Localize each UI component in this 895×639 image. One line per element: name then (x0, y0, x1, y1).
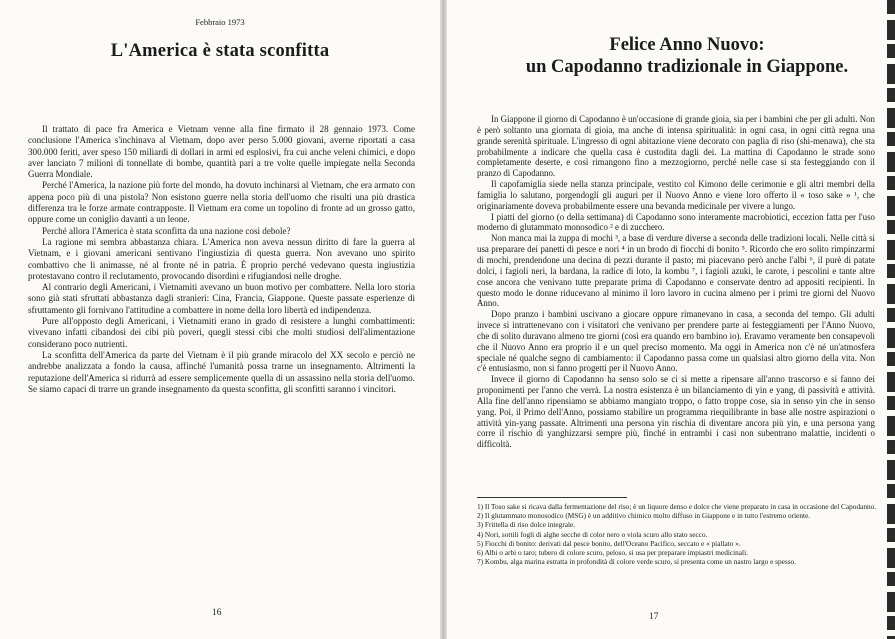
page-edge-marks (887, 0, 895, 639)
page-number-left: 16 (212, 608, 222, 618)
book-gutter (440, 0, 447, 639)
paragraph: Invece il giorno di Capodanno ha senso solo se ci si mette a ripensare all'anno trascorso e si fanno dei proponimenti per l'anno che verrà. La nostra esistenza è un bilanciamento di yin e yang, di passività e attività. Alla fine dell'anno ripensiamo se abbiamo mangiato troppo, o fatto troppe cose, sia in senso yin che in senso yang. Poi, il Primo dell'Anno, possiamo stabilire un programma riequilibrante in base alle nostre aspirazioni o attività yin-yang passate. Altrimenti una persona yin rischia di diventare ancora più yin, e una persona yang corre il rischio di yanghizzarsi sempre più, finché in entrambi i casi non subentrano malattie, incidenti o difficoltà. (477, 374, 875, 450)
paragraph: Pure all'opposto degli Americani, i Vietnamiti erano in grado di resistere a lunghi combattimenti: vivevano infatti cibandosi dei cibi più poveri, quegli stessi cibi che molti studiosi dell'alimentazione considerano poco nutrienti. (28, 316, 415, 349)
paragraph: Il capofamiglia siede nella stanza principale, vestito col Kimono delle cerimonie e gli altri membri della famiglia lo salutano, porgendogli gli auguri per il Nuovo Anno e viene loro offerto il « toso sake » ¹, che originariamente doveva probabilmente essere una bevanda medicinale per vivere a lungo. (477, 179, 875, 211)
article-body-left (28, 124, 415, 395)
footnote: 4) Nori, sottili fogli di alghe secche di color nero o viola scuro allo stato secco. (477, 529, 708, 539)
paragraph: La sconfitta dell'America da parte del Vietnam è il più grande miracolo del XX secolo e perciò ne andrebbe analizzata a fondo la causa, affinché l'umanità possa trarne un insegnamento. Altrimenti la reputazione dell'America si ridurrà ad essere semplicemente quella di un assassino nella storia dell'uomo. Se siamo capaci di trarre un grande insegnamento da questa sconfitta, gli sconfitti saranno i vincitori. (28, 349, 415, 394)
footnotes (477, 502, 877, 566)
paragraph: Il trattato di pace fra America e Vietnam venne alla fine firmato il 28 gennaio 1973. Come conclusione l'America s'inchinava al Vietnam, dopo aver perso 5.000 giovani, averne riportati a casa 300.000 feriti, aver speso 150 miliardi di dollari in armi ed esplosivi, fra cui anche veleni chimici, e dopo aver lanciato 7 milioni di tonnellate di bombe, quantità pari a tre volte quelle impiegate nella Seconda Guerra Mondiale. (28, 124, 415, 180)
paragraph: In Giappone il giorno di Capodanno è un'occasione di grande gioia, sia per i bambini che per gli adulti. Non è però soltanto una giornata di gioia, ma anche di intensa spiritualità: in ogni casa, in ogni città regna una grande serenità spirituale. L'ingresso di ogni abitazione viene decorato con paglia di riso (shi-menawa), che sta probabilmente a indicare che quella casa è custodita dagli dei. La mattina di Capodanno le strade sono completamente deserte, e così rimangono fino a mezzogiorno, perché nelle case si sta festeggiando con il pranzo di Capodanno. (477, 114, 875, 179)
paragraph: Perché l'America, la nazione più forte del mondo, ha dovuto inchinarsi al Vietnam, che era armato con appena poco più di una pistola? Non esistono guerre nella storia dell'uomo che risulti una più drastica differenza tra le forze armate contrapposte. Il Vietnam era come un topolino di fronte ad un grosso gatto, oppure come un coniglio davanti a un leone. (28, 180, 415, 225)
footnote-divider (477, 497, 627, 498)
paragraph: Dopo pranzo i bambini uscivano a giocare oppure rimanevano in casa, a seconda del tempo. Gli adulti invece si intrattenevano con i visitatori che venivano per prendere parte ai festeggiamenti per l'Anno Nuovo, che di solito duravano almeno tre giorni (così era quando ero bambino io). Eravamo veramente ben consapevoli che il Nuovo Anno era proprio il e un quel preciso momento. Ma oggi in America non c'è né un'atmosfera speciale né qualche segno di cambiamento: il Capodanno passa come un qualsiasi altro giorno della vita. Non c'è entusiasmo, non si fanno progetti per il Nuovo Anno. (477, 309, 875, 374)
paragraph: Al contrario degli Americani, i Vietnamiti avevano un buon motivo per combattere. Nella loro storia sono già stati sfruttati abbastanza dagli stranieri: Cina, Francia, Giappone. Queste passate esperienze di sfruttamento gli fornivano l'attitudine a combattere in nome della loro libertà ed indipendenza. (28, 282, 415, 315)
article-body-right (477, 114, 875, 450)
article-title-right (487, 34, 887, 78)
article-title-left: L'America è stata sconfitta (110, 41, 330, 61)
footnote: 1) Il Toso sake si ricava dalla fermentazione del riso; è un liquore denso e dolce che viene preparato in casa in occasione del Capodanno. (477, 502, 877, 511)
page-date: Febbraio 1973 (195, 17, 245, 27)
footnote: 6) Albi o arbi o taro; tubero di colore scuro, peloso, si usa per preparare impiastri medicinali. (477, 548, 748, 558)
paragraph: La ragione mi sembra abbastanza chiara. L'America non aveva nessun diritto di fare la guerra al Vietnam, e i giovani americani sentivano l'ingiustizia di questa guerra. Non avevano uno spirito combattivo che li animasse, né al fronte né in patria. È proprio perché vedevano questa ingiustizia protestavano contro il reclutamento, provocando disordini e rifugiandosi nelle droghe. (28, 236, 415, 281)
footnote: 5) Fiocchi di bonito: derivati dal pesce bonito, dell'Oceano Pacifico, seccato e « piallato ». (477, 538, 741, 548)
footnote: 3) Frittella di riso dolce integrale. (477, 520, 576, 530)
title-line-2: un Capodanno tradizionale in Giappone. (525, 57, 849, 77)
footnote: 7) Kombu, alga marina estratta in profondità di colore verde scuro, si presenta come un nastro largo e spesso. (477, 557, 797, 567)
paragraph: Non manca mai la zuppa di mochi ³, a base di verdure diverse a seconda delle tradizioni locali. Nelle città si usa preparare dei panetti di pesce e nori ⁴ in un brodo di fiocchi di bonito ⁵. Ricordo che ero solito rimpinzarmi di mochi, prendendone una decina di pezzi durante il pasto; mi piacevano però anche l'albi ⁶, il purè di patate dolci, i fagioli neri, la bardana, la radice di loto, la kombu ⁷, i fagioli azuki, le carote, i pescolini e tante altre cose ancora che venivano tutte preparate prima di Capodanno e conservate dentro ad appositi recipienti. In questo modo le donne riducevano al minimo il loro lavoro in cucina almeno per i primi tre giorni del Nuovo Anno. (477, 233, 875, 309)
footnote: 2) Il glutammato monosodico (MSG) è un additivo chimico molto diffuso in Giappone e in tutto l'estremo oriente. (477, 511, 811, 521)
left-page (0, 0, 440, 639)
paragraph: I piatti del giorno (o della settimana) di Capodanno sono interamente macrobiotici, eccezion fatta per l'uso moderno di glutammato monosodico ² e di zucchero. (477, 211, 875, 233)
paragraph: Perché allora l'America è stata sconfitta da una nazione così debole? (42, 225, 291, 236)
right-page (447, 0, 895, 639)
page-number-right: 17 (649, 612, 659, 622)
title-line-1: Felice Anno Nuovo: (609, 35, 765, 55)
